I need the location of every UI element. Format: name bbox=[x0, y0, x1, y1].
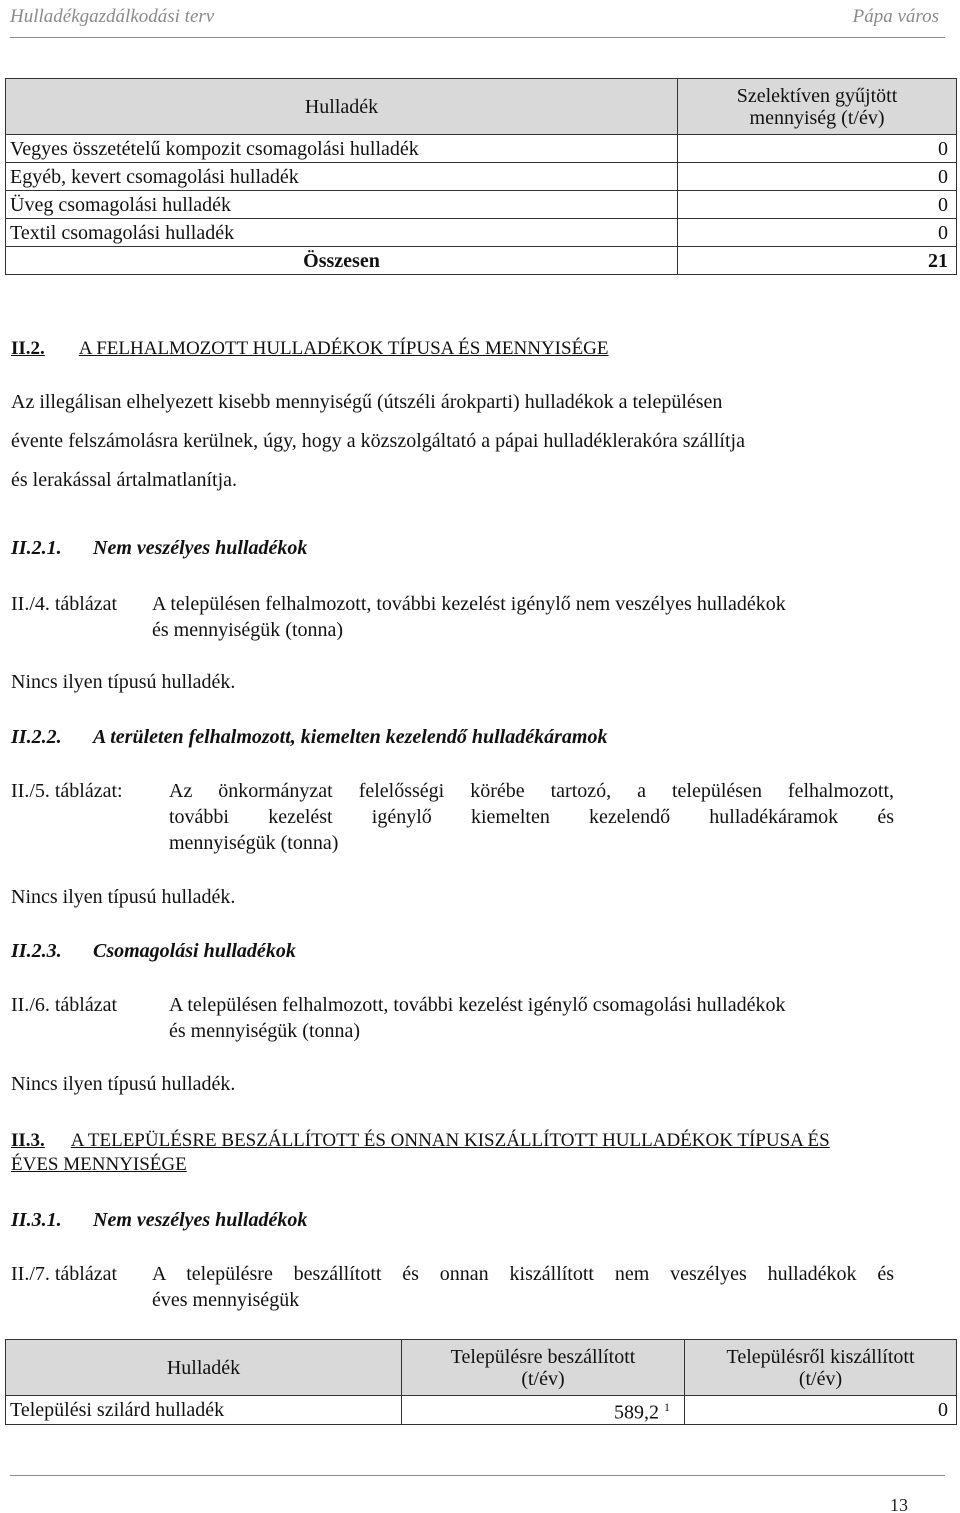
total-label: Összesen bbox=[6, 247, 678, 275]
table-caption-label: II./7. táblázat bbox=[11, 1263, 118, 1285]
total-value: 21 bbox=[678, 247, 957, 275]
page-number: 13 bbox=[890, 1495, 908, 1513]
paragraph-line: évente felszámolásra kerülnek, úgy, hogy a közszolgáltató a pápai hulladéklerakóra szállítja bbox=[11, 430, 745, 452]
footnote-marker: 1 bbox=[664, 1400, 670, 1414]
footer-divider bbox=[10, 1475, 945, 1476]
row-exported-value: 0 bbox=[685, 1396, 957, 1425]
header-city: Pápa város bbox=[852, 6, 939, 27]
table-row bbox=[6, 163, 957, 191]
no-waste-note: Nincs ilyen típusú hulladék. bbox=[11, 1073, 236, 1095]
subsection-heading-ii-2-2: II.2.2. A területen felhalmozott, kiemelten kezelendő hulladékáramok bbox=[11, 726, 608, 748]
row-value: 0 bbox=[678, 219, 957, 247]
table-row bbox=[6, 219, 957, 247]
row-name: Települési szilárd hulladék bbox=[6, 1396, 402, 1425]
table-caption-label: II./4. táblázat bbox=[11, 593, 118, 615]
table-header-row bbox=[6, 1340, 957, 1396]
table-total-row bbox=[6, 247, 957, 275]
table-caption-text-end: éves mennyiségük bbox=[152, 1289, 300, 1311]
table-caption-label: II./6. táblázat bbox=[11, 994, 118, 1016]
collected-waste-table bbox=[5, 78, 957, 275]
section-heading-ii-2: II.2. A FELHALMOZOTT HULLADÉKOK TÍPUSA ÉS MENNYISÉGE bbox=[11, 338, 609, 359]
no-waste-note: Nincs ilyen típusú hulladék. bbox=[11, 886, 236, 908]
col-header-waste: Hulladék bbox=[6, 79, 678, 135]
row-name: Egyéb, kevert csomagolási hulladék bbox=[6, 163, 678, 191]
row-value: 0 bbox=[678, 191, 957, 219]
col-header-imported: Településre beszállított (t/év) bbox=[402, 1340, 685, 1396]
col-header-collected: Szelektíven gyűjtött mennyiség (t/év) bbox=[678, 79, 957, 135]
row-value: 0 bbox=[678, 163, 957, 191]
table-caption-label: II./5. táblázat: bbox=[11, 780, 123, 802]
page-header bbox=[10, 4, 945, 38]
table-caption-text: A településre beszállított és onnan kiszállított nem veszélyes hulladékok és bbox=[152, 1263, 894, 1285]
paragraph-line: és lerakással ártalmatlanítja. bbox=[11, 469, 238, 491]
subsection-heading-ii-2-1: II.2.1. Nem veszélyes hulladékok bbox=[11, 537, 308, 559]
row-name: Vegyes összetételű kompozit csomagolási hulladék bbox=[6, 135, 678, 163]
table-caption-text: Az önkormányzat felelősségi körébe tartozó, a településen felhalmozott, további kezelést igénylő kiemelten kezelendő hulladékáramok és bbox=[169, 780, 894, 828]
table-caption-text-end: mennyiségük (tonna) bbox=[169, 832, 339, 854]
no-waste-note: Nincs ilyen típusú hulladék. bbox=[11, 671, 236, 693]
col-header-exported: Településről kiszállított (t/év) bbox=[685, 1340, 957, 1396]
subsection-heading-ii-2-3: II.2.3. Csomagolási hulladékok bbox=[11, 940, 296, 962]
table-caption-text: A településen felhalmozott, további kezelést igénylő nem veszélyes hulladékok és mennyiségük (tonna) bbox=[152, 593, 786, 641]
table-row bbox=[6, 191, 957, 219]
section-heading-ii-3-cont: ÉVES MENNYISÉGE bbox=[11, 1154, 187, 1175]
table-row bbox=[6, 1396, 957, 1425]
col-header-waste: Hulladék bbox=[6, 1340, 402, 1396]
section-heading-ii-3: II.3. A TELEPÜLÉSRE BESZÁLLÍTOTT ÉS ONNAN KISZÁLLÍTOTT HULLADÉKOK TÍPUSA ÉS bbox=[11, 1130, 830, 1151]
table-header-row bbox=[6, 79, 957, 135]
header-document-title: Hulladékgazdálkodási terv bbox=[10, 6, 215, 27]
row-name: Textil csomagolási hulladék bbox=[6, 219, 678, 247]
transport-waste-table bbox=[5, 1339, 957, 1425]
table-row bbox=[6, 135, 957, 163]
subsection-heading-ii-3-1: II.3.1. Nem veszélyes hulladékok bbox=[11, 1209, 308, 1231]
paragraph-line: Az illegálisan elhelyezett kisebb mennyiségű (útszéli árokparti) hulladékok a településen bbox=[11, 391, 723, 413]
row-name: Üveg csomagolási hulladék bbox=[6, 191, 678, 219]
table-caption-text: A településen felhalmozott, további kezelést igénylő csomagolási hulladékok és mennyiségük (tonna) bbox=[169, 994, 786, 1042]
row-value: 0 bbox=[678, 135, 957, 163]
row-imported-value: 589,2 $^1$ bbox=[402, 1396, 685, 1425]
